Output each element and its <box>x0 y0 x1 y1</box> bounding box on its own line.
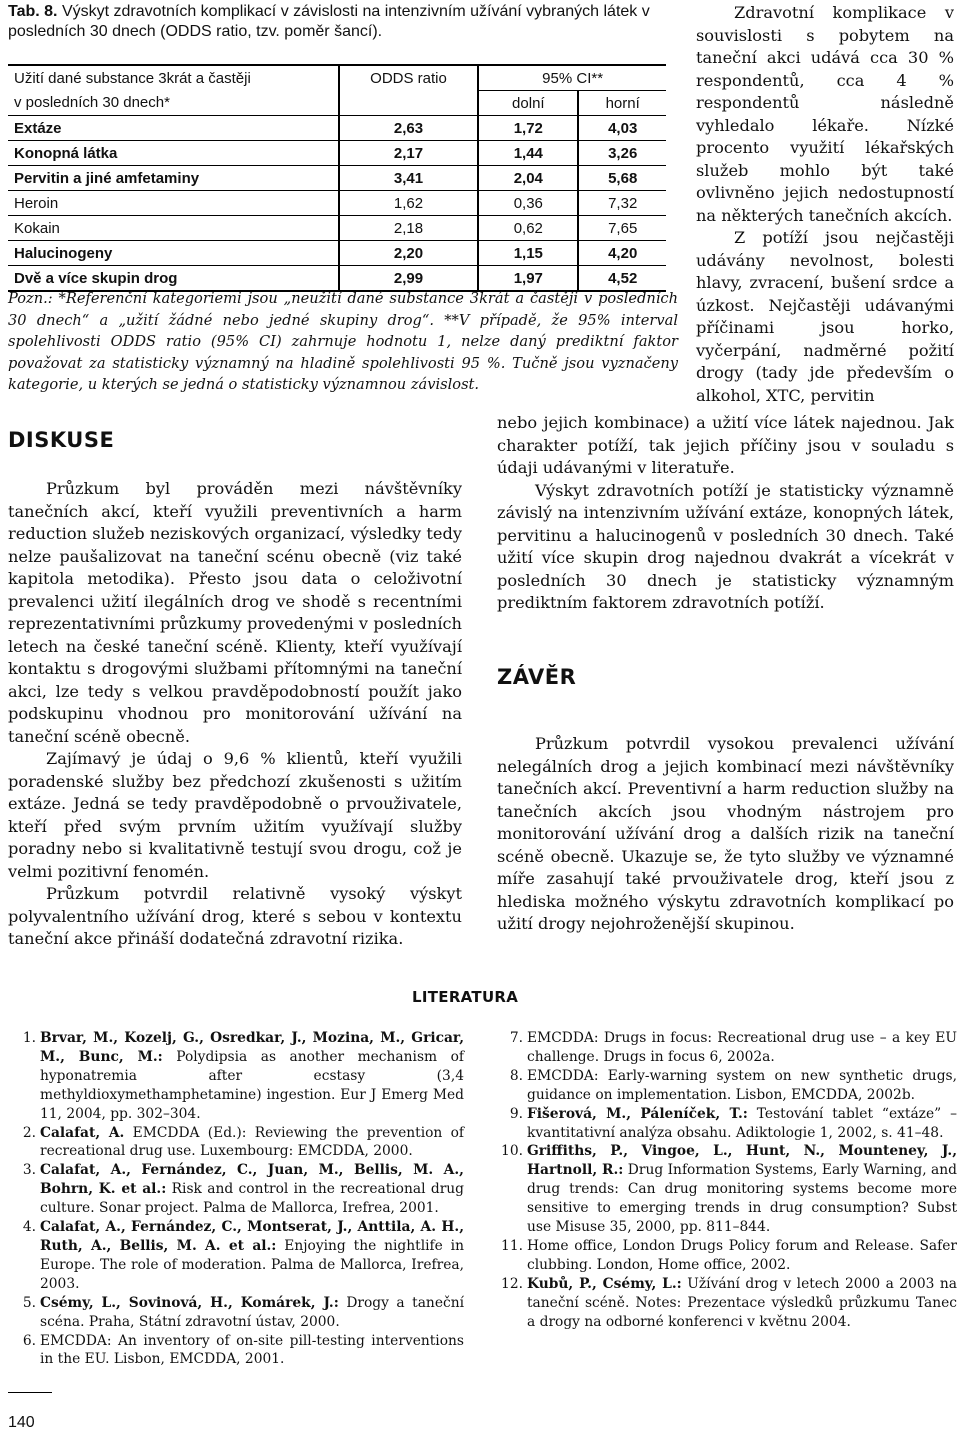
header-substance-2: v posledních 30 dnech* <box>14 94 170 112</box>
header-odds-blank <box>339 91 478 116</box>
row-odds: 1,62 <box>339 191 478 216</box>
results-paragraph: nebo jejich kombinace) a užití více látek najednou. Jak charakter potíží, tak jejich příčiny jsou v souladu s údaji udávanými v literatuře. <box>497 413 954 477</box>
references-right <box>497 1029 957 1332</box>
row-lower: 0,62 <box>478 216 578 241</box>
reference-item <box>497 1142 957 1237</box>
row-upper: 4,03 <box>578 116 666 141</box>
results-paragraph: Z potíží jsou nejčastěji udávány nevolnost, bolesti hlavy, zvracení, bušení srdce a úzkost. Nejčastěji udávanými příčinami jsou horko, vyčerpání, nadměrné požití drogy (tady jde především o alkohol, XTC, pervitin <box>696 228 954 405</box>
table-row <box>8 216 666 241</box>
header-upper: horní <box>578 91 666 116</box>
reference-authors: Brvar, M., Kozelj, G., Osredkar, J., Mozina, M., Gricar, M., Bunc, M.: <box>40 1030 464 1065</box>
reference-authors: Calafat, A., Fernández, C., Montserat, J., Anttila, A. H., Ruth, A., Bellis, M. A. et al.: <box>40 1219 464 1254</box>
reference-text: Drogy a taneční scéna. Praha, Státní zdravotní ústav, 2000. <box>40 1294 465 1330</box>
reference-item <box>10 1294 464 1332</box>
table-caption <box>8 2 658 42</box>
row-substance: Pervitin a jiné amfetaminy <box>8 166 339 191</box>
reference-number: 1. <box>22 1030 36 1046</box>
references-left <box>10 1029 464 1369</box>
reference-text: Home office, London Drugs Policy forum and Release. Safer clubbing. London, Home office, 2002. <box>527 1237 957 1273</box>
reference-number: 10. <box>501 1143 523 1160</box>
reference-item <box>10 1124 464 1162</box>
discussion-text <box>8 478 462 951</box>
row-odds: 3,41 <box>339 166 478 191</box>
row-upper: 3,26 <box>578 141 666 166</box>
row-upper: 7,65 <box>578 216 666 241</box>
reference-number: 11. <box>501 1237 523 1254</box>
row-upper: 4,20 <box>578 241 666 266</box>
reference-item <box>497 1067 957 1105</box>
reference-item <box>10 1218 464 1294</box>
row-lower: 2,04 <box>478 166 578 191</box>
reference-item <box>10 1332 464 1370</box>
row-odds: 2,20 <box>339 241 478 266</box>
discussion-paragraph: Průzkum byl prováděn mezi návštěvníky tanečních akcí, kteří využili preventivních a harm reduction služeb neziskových organizací, výsledky tedy nelze paušalizovat na taneční scénu obecně (viz také kapitola metodika). Přesto jsou data o celoživotní prevalenci užití ilegálních drog ve shodě s recentními reprezentativními průzkumy provedenými v posledních letech na české taneční scéně. Klienty, kteří využívají kontaktu s drogovými službami přítomnými na taneční akci, lze tedy s velkou pravděpodobností použít jako podskupinu vhodnou pro monitorování užívání na taneční scéně obecně. <box>8 479 462 746</box>
table-row <box>8 166 666 191</box>
row-lower: 0,36 <box>478 191 578 216</box>
reference-item <box>497 1029 957 1067</box>
reference-text: Drug Information Systems, Early Warning, and drug trends: Can drug monitoring systems become more sensitive to emerging trends in drug consumption? Subst use Misuse 35, 2000, pp. 811–844. <box>527 1162 957 1236</box>
reference-authors: Fišerová, M., Páleníček, T.: <box>527 1105 748 1122</box>
literature-heading: LITERATURA <box>412 988 519 1006</box>
results-text-lower <box>497 412 954 615</box>
row-lower: 1,97 <box>478 266 578 292</box>
row-odds: 2,17 <box>339 141 478 166</box>
reference-item <box>497 1237 957 1275</box>
reference-number: 8. <box>509 1067 523 1084</box>
header-ci: 95% CI** <box>478 65 666 91</box>
conclusion-text <box>497 733 954 936</box>
footer-rule <box>8 1392 52 1393</box>
reference-text: EMCDDA (Ed.): Reviewing the prevention of recreational drug use. Luxembourg: EMCDDA, 2000. <box>40 1124 465 1160</box>
reference-number: 7. <box>509 1030 523 1046</box>
reference-number: 3. <box>22 1162 36 1179</box>
reference-item <box>497 1105 957 1143</box>
reference-number: 2. <box>22 1124 36 1141</box>
row-odds: 2,99 <box>339 266 478 292</box>
table-row <box>8 141 666 166</box>
discussion-paragraph: Zajímavý je údaj o 9,6 % klientů, kteří využili poradenské služby bez předchozí zkušenosti s užitím extáze. Jedná se tedy pravděpodobně o prvouživatele, kteří před svým prvním užitím využívají služby poradny nebo si kvalitativně testují svou drogu, což je velmi pozitivní fenomén. <box>8 749 462 881</box>
row-substance: Extáze <box>8 116 339 141</box>
row-substance: Dvě a více skupin drog <box>8 266 339 292</box>
discussion-heading: DISKUSE <box>8 428 115 452</box>
row-upper: 5,68 <box>578 166 666 191</box>
reference-number: 6. <box>22 1332 36 1349</box>
reference-text: Testování tablet “extáze” – kvantitativní analýza obsahu. Adiktologie 1, 2002, s. 41–48. <box>527 1105 957 1141</box>
reference-number: 4. <box>22 1219 36 1236</box>
header-substance: Užití dané substance 3krát a častěji <box>8 65 339 91</box>
reference-text: EMCDDA: Drugs in focus: Recreational drug use – a key EU challenge. Drugs in focus 6, 2002a. <box>527 1030 957 1065</box>
reference-number: 9. <box>509 1105 523 1122</box>
row-upper: 4,52 <box>578 266 666 292</box>
table-caption-label: Tab. 8. <box>8 3 58 20</box>
reference-number: 5. <box>22 1294 36 1311</box>
odds-ratio-table <box>8 64 666 292</box>
row-upper: 7,32 <box>578 191 666 216</box>
row-lower: 1,72 <box>478 116 578 141</box>
table-caption-text: Výskyt zdravotních komplikací v závislosti na intenzivním užívání vybraných látek v posledních 30 dnech (ODDS ratio, tzv. poměr šancí). <box>8 3 650 40</box>
reference-authors: Csémy, L., Sovinová, H., Komárek, J.: <box>40 1294 339 1311</box>
header-lower: dolní <box>478 91 578 116</box>
reference-authors: Calafat, A., Fernández, C., Juan, M., Bellis, M. A., Bohrn, K. et al.: <box>40 1162 464 1198</box>
conclusion-heading: ZÁVĚR <box>497 665 577 689</box>
table-row <box>8 241 666 266</box>
results-paragraph: Výskyt zdravotních potíží je statisticky významně závislý na intenzivním užívání extáze, konopných látek, pervitinu a halucinogenů v posledních 30 dnech. Také užití více skupin drog najednou dvakrát a vícekrát v posledních 30 dnech je statisticky významným prediktním faktorem zdravotních potíží. <box>497 480 954 612</box>
row-substance: Heroin <box>8 191 339 216</box>
reference-item <box>10 1029 464 1124</box>
row-substance: Halucinogeny <box>8 241 339 266</box>
page-number: 140 <box>8 1414 35 1431</box>
reference-text: EMCDDA: An inventory of on-site pill-testing interventions in the EU. Lisbon, EMCDDA, 2001. <box>40 1332 464 1368</box>
table-subheader-row <box>8 91 666 116</box>
row-substance: Kokain <box>8 216 339 241</box>
reference-item <box>10 1161 464 1218</box>
row-substance: Konopná látka <box>8 141 339 166</box>
reference-text: Užívání drog v letech 2000 a 2003 na taneční scéně. Notes: Prezentace výsledků průzkumu Tanec a drogy na odborné konferenci v květnu 2004. <box>527 1275 957 1330</box>
table-row <box>8 191 666 216</box>
reference-text: Polydipsia as another mechanism of hyponatremia after ecstasy (3,4 methyldioxymethamphetamine) ingestion. Eur J Emerg Med 11, 2004, pp. 302–304. <box>40 1048 464 1122</box>
reference-item <box>497 1275 957 1332</box>
results-paragraph: Zdravotní komplikace v souvislosti s pobytem na taneční akci udává cca 30 % respondentů, cca 4 % respondentů následně vyhledalo lékaře. Nízké procento využití lékařských služeb mohlo být také ovlivněno jejich nedostupností na některých tanečních akcích. <box>696 3 954 225</box>
row-odds: 2,63 <box>339 116 478 141</box>
table-header-row <box>8 65 666 91</box>
row-lower: 1,15 <box>478 241 578 266</box>
header-odds: ODDS ratio <box>339 65 478 91</box>
reference-number: 12. <box>501 1275 523 1292</box>
reference-text: Enjoying the nightlife in Europe. The role of moderation. Palma de Mallorca, Irefrea, 2003. <box>40 1237 464 1292</box>
row-lower: 1,44 <box>478 141 578 166</box>
reference-authors: Griffiths, P., Vingoe, L., Hunt, N., Mounteney, J., Hartnoll, R.: <box>527 1143 957 1179</box>
reference-authors: Kubů, P., Csémy, L.: <box>527 1275 682 1292</box>
reference-text: EMCDDA: Early-warning system on new synthetic drugs, guidance on implementation. Lisbon, EMCDDA, 2002b. <box>527 1067 957 1103</box>
conclusion-paragraph: Průzkum potvrdil vysokou prevalenci užívání nelegálních drog a jejich kombinací mezi návštěvníky tanečních akcí. Preventivní a harm reduction služby na tanečních akcích jsou vhodným nástrojem pro monitorování užívání drog a dalších rizik na taneční scéně obecně. Ukazuje se, že tyto služby ve významné míře zasahují také prvouživatele drog, kteří jsou z hlediska možného výskytu zdravotních komplikací po užití drogy nejohroženější skupinou. <box>497 734 954 933</box>
reference-authors: Calafat, A. <box>40 1124 125 1141</box>
row-odds: 2,18 <box>339 216 478 241</box>
table-row <box>8 116 666 141</box>
results-text-upper <box>696 2 954 407</box>
table-note: Pozn.: *Referenční kategoriemi jsou „neužití dané substance 3krát a častěji v posledních 30 dnech“ a „užití žádné nebo jedné skupiny drog“. **V případě, že 95% interval spolehlivosti ODDS ratio (95% CI) zahrnuje hodnotu 1, nelze daný prediktní faktor považovat za statisticky významný na hladině spolehlivosti 95 %. Tučně jsou vyznačeny kategorie, u kterých se jedná o statisticky významnou závislost. <box>8 290 678 393</box>
reference-text: Risk and control in the recreational drug culture. Sonar project. Palma de Mallorca, Irefrea, 2001. <box>40 1181 465 1217</box>
discussion-paragraph: Průzkum potvrdil relativně vysoký výskyt polyvalentního užívání drog, které s sebou v kontextu taneční akce přináší dodatečná zdravotní rizika. <box>8 884 462 948</box>
